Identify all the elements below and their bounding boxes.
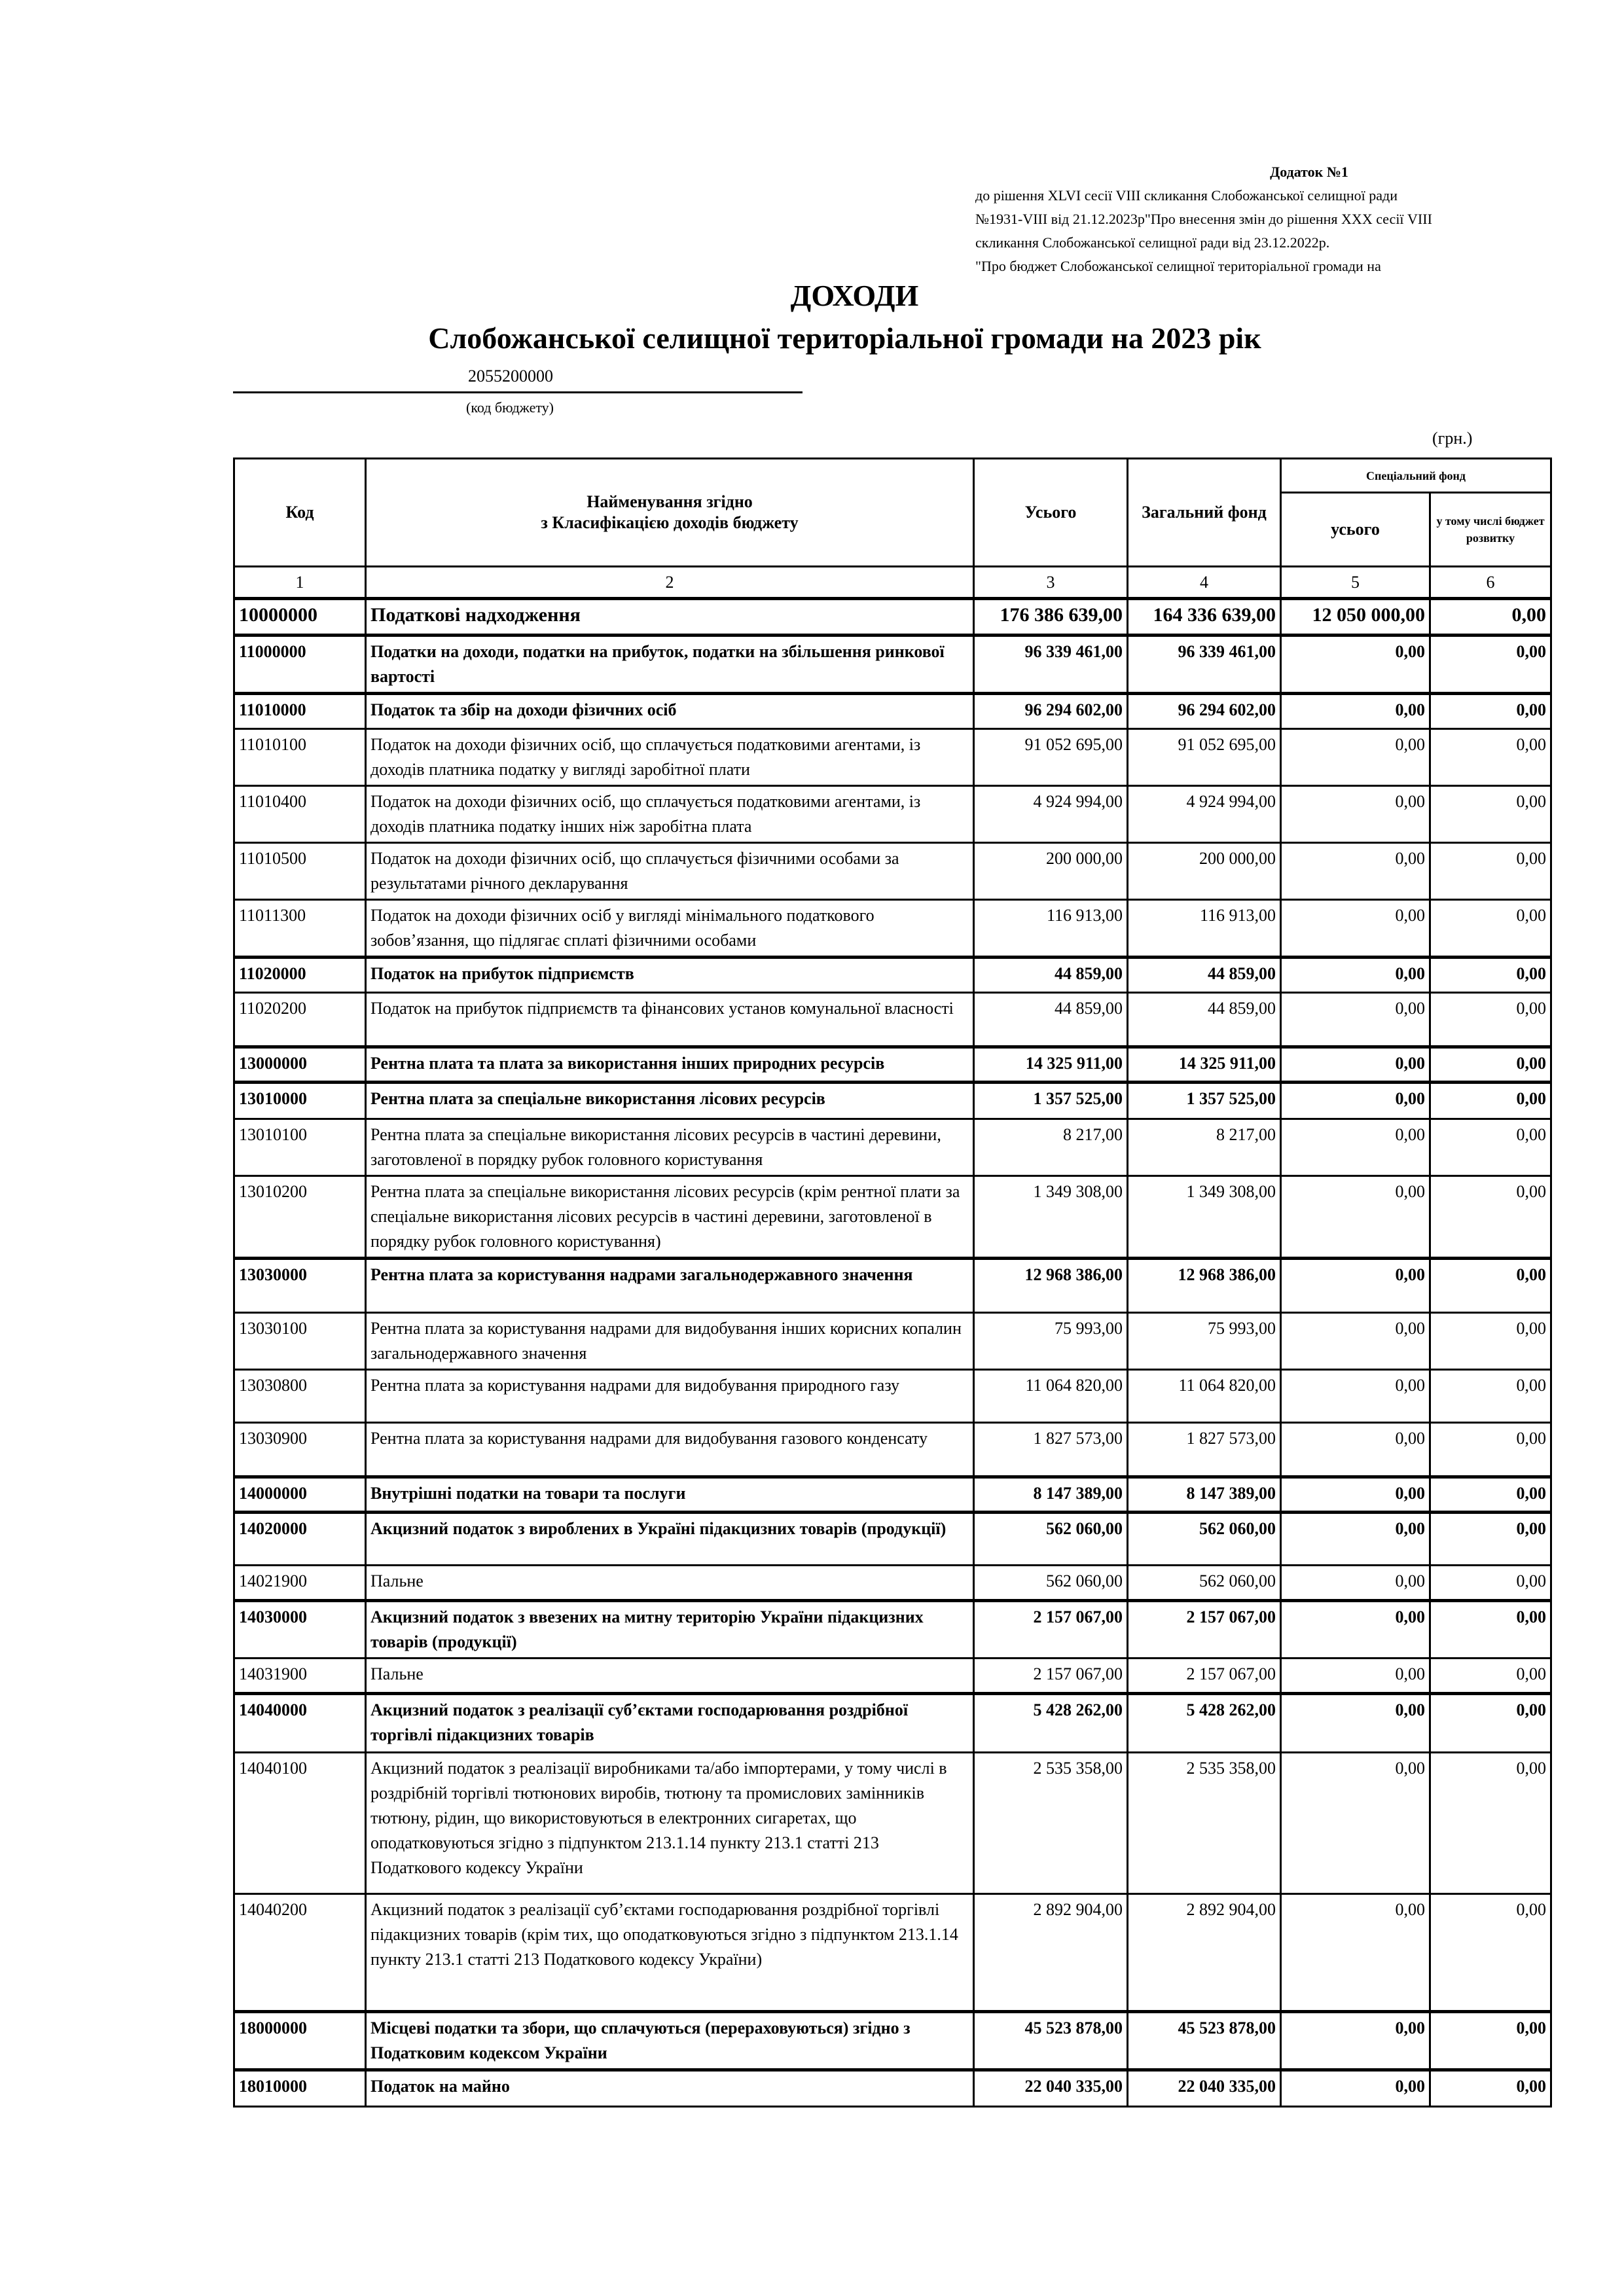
row-general-fund: 562 060,00 [1128, 1566, 1281, 1601]
row-general-fund: 8 147 389,00 [1128, 1477, 1281, 1513]
row-special-fund: 0,00 [1281, 1119, 1430, 1176]
row-development-budget: 0,00 [1430, 2070, 1551, 2107]
header-code: Код [234, 459, 366, 567]
row-general-fund: 8 217,00 [1128, 1119, 1281, 1176]
table-row [234, 1477, 1551, 1513]
row-special-fund: 0,00 [1281, 843, 1430, 900]
row-total: 1 827 573,00 [974, 1423, 1128, 1477]
row-code: 11010400 [234, 786, 366, 843]
row-name: Місцеві податки та збори, що сплачуються (перераховуються) згідно з Податковим кодексом України [366, 2012, 974, 2070]
row-code: 11020000 [234, 958, 366, 993]
row-total: 2 535 358,00 [974, 1753, 1128, 1894]
row-name: Податок на доходи фізичних осіб, що сплачується податковими агентами, із доходів платника податку інших ніж заробітна плата [366, 786, 974, 843]
row-code: 14040100 [234, 1753, 366, 1894]
table-row [234, 1513, 1551, 1566]
table-row [234, 1176, 1551, 1259]
row-total: 1 349 308,00 [974, 1176, 1128, 1259]
row-general-fund: 5 428 262,00 [1128, 1694, 1281, 1753]
row-name: Рентна плата за спеціальне використання лісових ресурсів в частині деревини, заготовленої в порядку рубок головного користування [366, 1119, 974, 1176]
row-name: Акцизний податок з реалізації виробниками та/або імпортерами, у тому числі в роздрібній торгівлі тютюнових виробів, тютюну та промислових замінників тютюну, рідин, що використовуються в електронних сигаретах, що оподатковуються згідно з підпунктом 213.1.14 пункту 213.1 статті 213 Податкового кодексу України [366, 1753, 974, 1894]
row-name: Рентна плата за спеціальне використання лісових ресурсів [366, 1083, 974, 1119]
row-special-fund: 0,00 [1281, 2070, 1430, 2107]
table-row [234, 2070, 1551, 2107]
table-row [234, 599, 1551, 636]
row-name: Податок на прибуток підприємств [366, 958, 974, 993]
row-name: Податок на майно [366, 2070, 974, 2107]
row-code: 13030900 [234, 1423, 366, 1477]
row-code: 13030000 [234, 1259, 366, 1313]
row-general-fund: 45 523 878,00 [1128, 2012, 1281, 2070]
annex-line: "Про бюджет Слобожанської селищної територіальної громади на [975, 258, 1381, 274]
row-total: 96 339 461,00 [974, 636, 1128, 694]
row-development-budget: 0,00 [1430, 900, 1551, 958]
row-development-budget: 0,00 [1430, 636, 1551, 694]
row-name: Акцизний податок з вироблених в Україні підакцизних товарів (продукції) [366, 1513, 974, 1566]
header-special-development: у тому числі бюджет розвитку [1430, 493, 1551, 567]
row-name: Рентна плата за користування надрами для видобування інших корисних копалин загальнодержавного значення [366, 1313, 974, 1370]
row-name: Податок на доходи фізичних осіб, що сплачується податковими агентами, із доходів платника податку у вигляді заробітної плати [366, 729, 974, 786]
document-subtitle: Слобожанської селищної територіальної громади на 2023 рік [428, 321, 1261, 355]
row-development-budget: 0,00 [1430, 1894, 1551, 2012]
table-row [234, 1753, 1551, 1894]
row-development-budget: 0,00 [1430, 1176, 1551, 1259]
row-code: 11010000 [234, 694, 366, 729]
header-name: Найменування згідно з Класифікацією доходів бюджету [366, 459, 974, 567]
budget-code-label: (код бюджету) [466, 399, 554, 416]
row-special-fund: 0,00 [1281, 1753, 1430, 1894]
row-development-budget: 0,00 [1430, 1566, 1551, 1601]
row-total: 11 064 820,00 [974, 1370, 1128, 1423]
row-name: Рентна плата за користування надрами для видобування природного газу [366, 1370, 974, 1423]
row-total: 4 924 994,00 [974, 786, 1128, 843]
row-total: 176 386 639,00 [974, 599, 1128, 636]
table-row [234, 958, 1551, 993]
table-row [234, 993, 1551, 1047]
row-general-fund: 11 064 820,00 [1128, 1370, 1281, 1423]
row-special-fund: 0,00 [1281, 958, 1430, 993]
annex-line: до рішення XLVI сесії VIII скликання Слобожанської селищної ради [975, 187, 1398, 204]
row-general-fund: 1 349 308,00 [1128, 1176, 1281, 1259]
row-total: 200 000,00 [974, 843, 1128, 900]
row-development-budget: 0,00 [1430, 1313, 1551, 1370]
row-general-fund: 2 157 067,00 [1128, 1601, 1281, 1659]
row-development-budget: 0,00 [1430, 1047, 1551, 1083]
row-total: 8 217,00 [974, 1119, 1128, 1176]
table-row [234, 694, 1551, 729]
row-general-fund: 96 294 602,00 [1128, 694, 1281, 729]
table-row [234, 1047, 1551, 1083]
row-name: Податок на доходи фізичних осіб, що сплачується фізичними особами за результатами річного декларування [366, 843, 974, 900]
row-code: 11011300 [234, 900, 366, 958]
header-general-fund: Загальний фонд [1128, 459, 1281, 567]
row-total: 96 294 602,00 [974, 694, 1128, 729]
row-special-fund: 0,00 [1281, 1047, 1430, 1083]
column-numbers-row [234, 567, 1551, 599]
row-general-fund: 44 859,00 [1128, 958, 1281, 993]
annex-line: скликання Слобожанської селищної ради від 23.12.2022р. [975, 234, 1330, 251]
row-code: 14020000 [234, 1513, 366, 1566]
row-total: 44 859,00 [974, 958, 1128, 993]
row-development-budget: 0,00 [1430, 958, 1551, 993]
row-code: 10000000 [234, 599, 366, 636]
row-special-fund: 0,00 [1281, 1477, 1430, 1513]
row-development-budget: 0,00 [1430, 1753, 1551, 1894]
row-total: 5 428 262,00 [974, 1694, 1128, 1753]
table-row [234, 1083, 1551, 1119]
row-code: 14030000 [234, 1601, 366, 1659]
table-row [234, 1659, 1551, 1694]
row-name: Податок та збір на доходи фізичних осіб [366, 694, 974, 729]
row-name: Податок на прибуток підприємств та фінансових установ комунальної власності [366, 993, 974, 1047]
table-row [234, 2012, 1551, 2070]
row-special-fund: 0,00 [1281, 1894, 1430, 2012]
column-number: 2 [366, 567, 974, 599]
table-row [234, 786, 1551, 843]
column-number: 6 [1430, 567, 1551, 599]
header-special-total: усього [1281, 493, 1430, 567]
row-code: 14031900 [234, 1659, 366, 1694]
row-special-fund: 0,00 [1281, 1566, 1430, 1601]
row-code: 14040000 [234, 1694, 366, 1753]
row-total: 8 147 389,00 [974, 1477, 1128, 1513]
row-general-fund: 116 913,00 [1128, 900, 1281, 958]
row-general-fund: 4 924 994,00 [1128, 786, 1281, 843]
row-total: 562 060,00 [974, 1513, 1128, 1566]
row-special-fund: 0,00 [1281, 1313, 1430, 1370]
currency-unit: (грн.) [1432, 429, 1473, 448]
row-general-fund: 44 859,00 [1128, 993, 1281, 1047]
row-name: Акцизний податок з реалізації суб’єктами господарювання роздрібної торгівлі підакцизних товарів (крім тих, що оподатковуються згідно з підпунктом 213.1.14 пункту 213.1 статті 213 Податкового кодексу України) [366, 1894, 974, 2012]
column-number: 3 [974, 567, 1128, 599]
row-total: 2 892 904,00 [974, 1894, 1128, 2012]
row-development-budget: 0,00 [1430, 694, 1551, 729]
row-total: 2 157 067,00 [974, 1601, 1128, 1659]
table-row [234, 1694, 1551, 1753]
row-development-budget: 0,00 [1430, 2012, 1551, 2070]
row-special-fund: 0,00 [1281, 1259, 1430, 1313]
row-name: Рентна плата за користування надрами для видобування газового конденсату [366, 1423, 974, 1477]
row-name: Акцизний податок з реалізації суб’єктами господарювання роздрібної торгівлі підакцизних товарів [366, 1694, 974, 1753]
row-total: 91 052 695,00 [974, 729, 1128, 786]
row-name: Пальне [366, 1659, 974, 1694]
row-special-fund: 0,00 [1281, 993, 1430, 1047]
row-total: 22 040 335,00 [974, 2070, 1128, 2107]
table-row [234, 1894, 1551, 2012]
row-code: 13030800 [234, 1370, 366, 1423]
row-development-budget: 0,00 [1430, 1083, 1551, 1119]
row-special-fund: 0,00 [1281, 1423, 1430, 1477]
row-total: 2 157 067,00 [974, 1659, 1128, 1694]
row-special-fund: 0,00 [1281, 636, 1430, 694]
row-special-fund: 0,00 [1281, 1083, 1430, 1119]
row-code: 14021900 [234, 1566, 366, 1601]
row-development-budget: 0,00 [1430, 599, 1551, 636]
row-name: Рентна плата за користування надрами загальнодержавного значення [366, 1259, 974, 1313]
income-table [233, 457, 1552, 2108]
row-name: Пальне [366, 1566, 974, 1601]
row-special-fund: 0,00 [1281, 2012, 1430, 2070]
column-number: 1 [234, 567, 366, 599]
table-row [234, 1119, 1551, 1176]
row-code: 13010100 [234, 1119, 366, 1176]
row-code: 13010200 [234, 1176, 366, 1259]
row-code: 13010000 [234, 1083, 366, 1119]
row-special-fund: 0,00 [1281, 1176, 1430, 1259]
row-development-budget: 0,00 [1430, 1694, 1551, 1753]
row-general-fund: 2 535 358,00 [1128, 1753, 1281, 1894]
row-general-fund: 91 052 695,00 [1128, 729, 1281, 786]
row-development-budget: 0,00 [1430, 786, 1551, 843]
table-row [234, 1370, 1551, 1423]
document-title: ДОХОДИ [790, 279, 919, 312]
row-general-fund: 2 157 067,00 [1128, 1659, 1281, 1694]
row-special-fund: 0,00 [1281, 1659, 1430, 1694]
row-development-budget: 0,00 [1430, 729, 1551, 786]
row-name: Внутрішні податки на товари та послуги [366, 1477, 974, 1513]
row-special-fund: 0,00 [1281, 1513, 1430, 1566]
budget-code: 2055200000 [468, 367, 553, 386]
header-special-fund: Спеціальний фонд [1281, 459, 1551, 493]
column-number: 5 [1281, 567, 1430, 599]
row-code: 11010500 [234, 843, 366, 900]
row-special-fund: 0,00 [1281, 729, 1430, 786]
row-general-fund: 2 892 904,00 [1128, 1894, 1281, 2012]
row-name: Податкові надходження [366, 599, 974, 636]
row-general-fund: 14 325 911,00 [1128, 1047, 1281, 1083]
row-development-budget: 0,00 [1430, 1423, 1551, 1477]
row-development-budget: 0,00 [1430, 1370, 1551, 1423]
row-general-fund: 562 060,00 [1128, 1513, 1281, 1566]
table-row [234, 1423, 1551, 1477]
row-code: 14040200 [234, 1894, 366, 2012]
row-special-fund: 0,00 [1281, 1370, 1430, 1423]
row-development-budget: 0,00 [1430, 1513, 1551, 1566]
row-special-fund: 0,00 [1281, 1694, 1430, 1753]
row-development-budget: 0,00 [1430, 993, 1551, 1047]
row-general-fund: 22 040 335,00 [1128, 2070, 1281, 2107]
annex-line: №1931-VIII від 21.12.2023р"Про внесення змін до рішення XXX сесії VIII [975, 211, 1432, 227]
table-row [234, 1601, 1551, 1659]
row-general-fund: 164 336 639,00 [1128, 599, 1281, 636]
row-name: Податок на доходи фізичних осіб у вигляді мінімального податкового зобов’язання, що підлягає сплаті фізичними особами [366, 900, 974, 958]
table-row [234, 1259, 1551, 1313]
table-row [234, 729, 1551, 786]
row-special-fund: 12 050 000,00 [1281, 599, 1430, 636]
table-row [234, 843, 1551, 900]
row-total: 44 859,00 [974, 993, 1128, 1047]
row-development-budget: 0,00 [1430, 843, 1551, 900]
row-total: 75 993,00 [974, 1313, 1128, 1370]
row-general-fund: 1 827 573,00 [1128, 1423, 1281, 1477]
row-special-fund: 0,00 [1281, 1601, 1430, 1659]
row-special-fund: 0,00 [1281, 900, 1430, 958]
table-row [234, 1313, 1551, 1370]
row-special-fund: 0,00 [1281, 786, 1430, 843]
row-special-fund: 0,00 [1281, 694, 1430, 729]
row-general-fund: 200 000,00 [1128, 843, 1281, 900]
row-total: 12 968 386,00 [974, 1259, 1128, 1313]
row-name: Акцизний податок з ввезених на митну територію України підакцизних товарів (продукції) [366, 1601, 974, 1659]
row-general-fund: 12 968 386,00 [1128, 1259, 1281, 1313]
table-row [234, 900, 1551, 958]
annex-note [975, 160, 1564, 278]
table-row [234, 636, 1551, 694]
row-code: 13000000 [234, 1047, 366, 1083]
budget-code-underline [233, 391, 803, 393]
row-development-budget: 0,00 [1430, 1659, 1551, 1694]
row-code: 11010100 [234, 729, 366, 786]
row-total: 14 325 911,00 [974, 1047, 1128, 1083]
column-number: 4 [1128, 567, 1281, 599]
table-row [234, 1566, 1551, 1601]
row-total: 116 913,00 [974, 900, 1128, 958]
row-code: 13030100 [234, 1313, 366, 1370]
row-development-budget: 0,00 [1430, 1119, 1551, 1176]
row-total: 45 523 878,00 [974, 2012, 1128, 2070]
annex-title: Додаток №1 [1270, 164, 1348, 180]
row-code: 11000000 [234, 636, 366, 694]
row-general-fund: 96 339 461,00 [1128, 636, 1281, 694]
row-name: Рентна плата за спеціальне використання лісових ресурсів (крім рентної плати за спеціальне використання лісових ресурсів в частині деревини, заготовленої в порядку рубок головного користування) [366, 1176, 974, 1259]
row-code: 18000000 [234, 2012, 366, 2070]
row-general-fund: 1 357 525,00 [1128, 1083, 1281, 1119]
row-total: 1 357 525,00 [974, 1083, 1128, 1119]
row-general-fund: 75 993,00 [1128, 1313, 1281, 1370]
row-development-budget: 0,00 [1430, 1601, 1551, 1659]
row-name: Податки на доходи, податки на прибуток, податки на збільшення ринкової вартості [366, 636, 974, 694]
row-name: Рентна плата та плата за використання інших природних ресурсів [366, 1047, 974, 1083]
row-code: 11020200 [234, 993, 366, 1047]
row-development-budget: 0,00 [1430, 1477, 1551, 1513]
row-total: 562 060,00 [974, 1566, 1128, 1601]
row-code: 18010000 [234, 2070, 366, 2107]
header-total: Усього [974, 459, 1128, 567]
row-code: 14000000 [234, 1477, 366, 1513]
row-development-budget: 0,00 [1430, 1259, 1551, 1313]
